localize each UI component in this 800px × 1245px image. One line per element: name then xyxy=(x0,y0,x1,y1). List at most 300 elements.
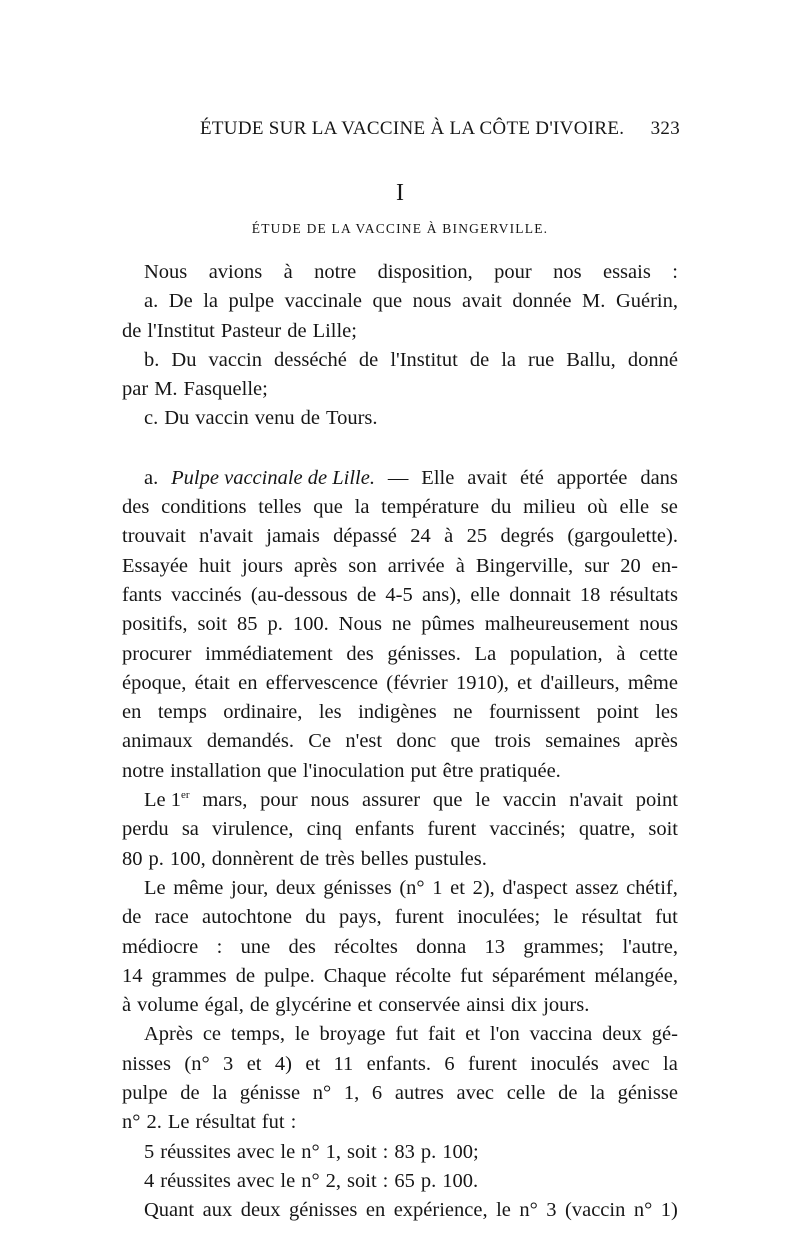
word: temps xyxy=(157,701,207,724)
word: les xyxy=(655,701,678,724)
word: vaccina xyxy=(529,1023,593,1046)
word: p. xyxy=(420,1169,437,1192)
word: indigènes xyxy=(358,701,437,724)
word: vaccinés xyxy=(171,583,242,606)
word: rue xyxy=(528,348,555,371)
word: génisses. xyxy=(387,642,461,665)
word: 100, xyxy=(169,847,206,870)
word: la xyxy=(354,496,370,519)
text-line xyxy=(122,346,678,375)
word: 2), xyxy=(472,876,495,899)
word: la xyxy=(590,1082,605,1105)
word: (février xyxy=(386,671,448,694)
word: de xyxy=(122,319,142,342)
word: grammes; xyxy=(523,935,605,958)
word: 1 xyxy=(432,876,443,899)
word: ainsi xyxy=(466,994,505,1017)
word: furent xyxy=(427,818,477,841)
text-line xyxy=(122,317,678,346)
section-title: ÉTUDE DE LA VACCINE À BINGERVILLE. xyxy=(251,221,549,236)
word: donnait xyxy=(509,583,571,606)
word: récolte xyxy=(395,964,452,987)
word: Tours. xyxy=(326,407,378,430)
ordinal-number: Le 1 xyxy=(144,789,181,812)
word: deux xyxy=(275,876,316,899)
word: époque, xyxy=(122,671,187,694)
word: de xyxy=(235,964,256,987)
word: n° xyxy=(122,1111,141,1134)
word: : xyxy=(382,1140,389,1163)
word: que xyxy=(267,759,297,782)
word: n'avait xyxy=(569,789,623,812)
word: grammes xyxy=(151,964,227,987)
word: jours xyxy=(241,554,283,577)
word: trois xyxy=(494,730,531,753)
word: 13 xyxy=(484,935,506,958)
word: jour, xyxy=(230,876,269,899)
word: où xyxy=(587,496,608,519)
word: expérience, xyxy=(393,1199,488,1222)
word: desséché xyxy=(274,348,347,371)
word: apportée xyxy=(556,466,628,489)
word: — xyxy=(387,466,409,489)
word: 5 xyxy=(144,1140,155,1163)
word: et xyxy=(517,671,532,694)
word: l'inoculation xyxy=(302,759,405,782)
text-line xyxy=(122,640,678,669)
word: conservée xyxy=(378,994,461,1017)
word: pulpe xyxy=(228,290,275,313)
word: p. xyxy=(148,847,164,870)
word: l'Institut xyxy=(147,319,215,342)
word: belles xyxy=(360,847,409,870)
word: que xyxy=(432,789,463,812)
word: notre xyxy=(314,261,357,283)
text-line xyxy=(122,287,678,316)
word: même xyxy=(173,876,224,899)
word: n° xyxy=(633,1199,653,1222)
word: aux xyxy=(202,1199,233,1222)
word: de xyxy=(180,1082,200,1105)
word: : xyxy=(290,1111,297,1134)
text-line xyxy=(122,493,678,522)
word: enfants xyxy=(355,818,415,841)
word: gé- xyxy=(651,1023,678,1046)
word: génisses xyxy=(289,1199,358,1222)
word: Ce xyxy=(308,730,332,753)
word: nisses xyxy=(122,1052,171,1075)
word: réussites xyxy=(160,1169,231,1192)
word: 20 xyxy=(620,554,641,577)
word: dans xyxy=(640,466,678,489)
word: soit xyxy=(347,1140,377,1163)
word: du xyxy=(490,496,512,519)
text-line xyxy=(122,991,678,1020)
text-line xyxy=(122,258,678,287)
word: Pasteur xyxy=(220,319,282,342)
word: de xyxy=(469,348,490,371)
word: ordinaire, xyxy=(223,701,303,724)
text-line xyxy=(122,404,678,433)
word: le xyxy=(280,1169,296,1192)
word: fut xyxy=(261,1111,285,1134)
word: que xyxy=(313,496,343,519)
word: degrés xyxy=(500,525,554,548)
word: même xyxy=(627,671,678,694)
word: Bingerville, xyxy=(475,554,574,577)
word: sur xyxy=(584,554,610,577)
word: médiocre xyxy=(122,935,199,958)
text-line xyxy=(122,1138,678,1167)
word: pour xyxy=(494,261,532,283)
word: 6 xyxy=(371,1082,383,1105)
word: température xyxy=(381,496,480,519)
word: elle xyxy=(470,583,501,606)
word: n'avait xyxy=(199,525,253,548)
word: Du xyxy=(171,348,197,371)
word: (n° xyxy=(184,1052,210,1075)
word: à xyxy=(283,261,293,283)
text-line xyxy=(122,1079,678,1108)
word: avait xyxy=(461,290,502,313)
word: avions xyxy=(208,261,263,283)
word: pulpe. xyxy=(264,964,315,987)
word: l'Institut xyxy=(390,348,458,371)
word: demandés. xyxy=(206,730,294,753)
text-line xyxy=(122,815,678,844)
word: b. xyxy=(144,348,160,371)
text-line xyxy=(122,1167,678,1196)
text-line xyxy=(122,375,678,404)
word: vaccin xyxy=(208,348,262,371)
word: de xyxy=(299,847,320,870)
word: glycérine xyxy=(275,994,352,1017)
text-line xyxy=(122,786,678,815)
word: avec xyxy=(456,1082,495,1105)
word: donnée xyxy=(512,290,572,313)
text-line xyxy=(122,522,678,551)
word: Essayée xyxy=(122,554,189,577)
word: volume xyxy=(137,994,199,1017)
word: donna xyxy=(416,935,467,958)
word: elle xyxy=(619,496,650,519)
word: procurer xyxy=(122,642,192,665)
word: 1, xyxy=(343,1082,360,1105)
word: n° xyxy=(301,1140,320,1163)
word: le xyxy=(294,1023,310,1046)
word: inoculées; xyxy=(457,906,541,929)
word: vaccin xyxy=(502,789,557,812)
word: avait xyxy=(467,466,508,489)
list-marker: a. xyxy=(144,466,159,489)
ordinal-suffix: er xyxy=(181,789,190,802)
word: la xyxy=(203,290,218,313)
word: conditions xyxy=(161,496,247,519)
word: mars, xyxy=(202,789,248,812)
text-line xyxy=(122,610,678,639)
word: d'ailleurs, xyxy=(540,671,620,694)
text-line xyxy=(122,1020,678,1049)
word: que xyxy=(450,730,481,753)
subsection-title: Pulpe vaccinale de Lille. xyxy=(171,466,375,489)
body-text xyxy=(122,258,678,1226)
word: : xyxy=(672,261,678,283)
word: de xyxy=(358,348,379,371)
word: vaccinale xyxy=(284,290,362,313)
word: n'est xyxy=(345,730,383,753)
word: notre xyxy=(122,759,165,782)
word: autres xyxy=(394,1082,444,1105)
word: 100. xyxy=(442,1169,479,1192)
word: animaux xyxy=(122,730,193,753)
word: : xyxy=(382,1169,389,1192)
word: après xyxy=(634,730,678,753)
word: assurer xyxy=(362,789,421,812)
word: immédiatement xyxy=(205,642,333,665)
word: 80 xyxy=(122,847,143,870)
word: récoltes xyxy=(334,935,398,958)
word: c. xyxy=(144,407,159,430)
word: après xyxy=(293,554,338,577)
word: Le xyxy=(167,1111,190,1134)
word: l'autre, xyxy=(622,935,678,958)
word: les xyxy=(318,701,342,724)
word: Nous xyxy=(338,613,382,636)
word: des xyxy=(346,642,374,665)
word: Chaque xyxy=(323,964,387,987)
word: de xyxy=(122,906,142,929)
word: pulpe xyxy=(122,1082,168,1105)
word: n° xyxy=(519,1199,538,1222)
word: nos xyxy=(553,261,582,283)
word: vaccinés; xyxy=(489,818,566,841)
word: venu xyxy=(254,407,295,430)
word: résultat xyxy=(581,906,642,929)
word: Après xyxy=(144,1023,193,1046)
word: fut xyxy=(460,964,483,987)
word: une xyxy=(240,935,271,958)
word: que xyxy=(372,290,403,313)
running-head-title: ÉTUDE SUR LA VACCINE À LA CÔTE D'IVOIRE. xyxy=(200,118,625,139)
word: en xyxy=(238,671,258,694)
word: très xyxy=(325,847,355,870)
word: pustules. xyxy=(414,847,487,870)
word: broyage xyxy=(319,1023,386,1046)
word: 14 xyxy=(122,964,143,987)
word: des xyxy=(122,496,150,519)
word: M. xyxy=(582,290,606,313)
word: perdu xyxy=(122,818,169,841)
word: jours. xyxy=(543,994,590,1017)
word: pays, xyxy=(338,906,382,929)
word: De xyxy=(168,290,193,313)
text-line xyxy=(122,1196,678,1225)
word: 3 xyxy=(546,1199,557,1222)
word: de xyxy=(249,994,270,1017)
word: cinq xyxy=(306,818,342,841)
word: en xyxy=(122,701,142,724)
word: arrivée xyxy=(387,554,445,577)
word: la xyxy=(663,1052,678,1075)
word: enfants. xyxy=(366,1052,431,1075)
word: en- xyxy=(651,554,678,577)
word: nous xyxy=(412,290,452,313)
word: pratiquée. xyxy=(479,759,561,782)
word: (vaccin xyxy=(565,1199,626,1222)
word: furent xyxy=(394,906,444,929)
text-line xyxy=(122,874,678,903)
word: 18 xyxy=(579,583,601,606)
word: de xyxy=(300,407,321,430)
word: n° xyxy=(301,1169,320,1192)
word: et xyxy=(305,1052,321,1075)
word: Lille; xyxy=(312,319,357,342)
word: celle xyxy=(506,1082,546,1105)
text-line xyxy=(122,464,678,493)
word: le xyxy=(496,1199,511,1222)
word: par xyxy=(122,378,149,401)
word: jamais xyxy=(266,525,320,548)
word: milieu xyxy=(523,496,576,519)
word: à xyxy=(616,642,626,665)
word: et xyxy=(465,1023,481,1046)
word: put xyxy=(410,759,437,782)
word: cette xyxy=(639,642,678,665)
word: sa xyxy=(181,818,199,841)
word: résultats xyxy=(609,583,678,606)
word: (n° xyxy=(399,876,425,899)
word: 85 xyxy=(237,613,258,636)
word: semaines xyxy=(545,730,621,753)
text-line xyxy=(122,698,678,727)
word: des xyxy=(288,935,316,958)
word: assez xyxy=(575,876,619,899)
word: ne xyxy=(453,701,473,724)
word: huit xyxy=(199,554,231,577)
word: 1) xyxy=(660,1199,678,1222)
word: le xyxy=(553,906,569,929)
word: l'on xyxy=(489,1023,520,1046)
word: génisses xyxy=(323,876,392,899)
text-line xyxy=(122,933,678,962)
word: soit xyxy=(347,1169,377,1192)
word: génisse xyxy=(239,1082,301,1105)
word: deux xyxy=(240,1199,281,1222)
word: Nous xyxy=(144,261,188,283)
word: dépassé xyxy=(333,525,397,548)
word: 4) xyxy=(274,1052,292,1075)
word: le xyxy=(280,1140,296,1163)
word: Fasquelle; xyxy=(183,378,268,401)
word: donnèrent xyxy=(211,847,294,870)
text-line xyxy=(122,581,678,610)
word: son xyxy=(348,554,377,577)
word: 1910), xyxy=(455,671,509,694)
word: fut xyxy=(655,906,678,929)
word: trouvait xyxy=(122,525,186,548)
word: fants xyxy=(122,583,162,606)
word: égal, xyxy=(204,994,244,1017)
word: : xyxy=(216,935,223,958)
word: donné xyxy=(627,348,678,371)
text-run xyxy=(144,786,190,815)
word: à xyxy=(455,554,465,577)
word: chétif, xyxy=(626,876,678,899)
word: vaccin xyxy=(195,407,249,430)
word: essais xyxy=(602,261,651,283)
word: de xyxy=(558,1082,578,1105)
word: de xyxy=(287,319,307,342)
section-number: I xyxy=(396,180,404,206)
text-line xyxy=(122,669,678,698)
word: pûmes xyxy=(421,613,475,636)
word: réussites xyxy=(160,1140,231,1163)
word: avec xyxy=(236,1169,275,1192)
word: deux xyxy=(602,1023,642,1046)
word: Ballu, xyxy=(566,348,616,371)
word: être xyxy=(442,759,474,782)
word: Quant xyxy=(144,1199,195,1222)
word: n° xyxy=(312,1082,332,1105)
word: furent xyxy=(468,1052,517,1075)
word: et xyxy=(450,876,465,899)
word: séparément xyxy=(491,964,586,987)
word: malheureusement xyxy=(484,613,630,636)
word: était xyxy=(194,671,230,694)
word: M. xyxy=(154,378,178,401)
word: ce xyxy=(202,1023,222,1046)
word: dix xyxy=(510,994,538,1017)
text-line xyxy=(122,757,678,786)
word: positifs, xyxy=(122,613,188,636)
word: race xyxy=(154,906,189,929)
word: Du xyxy=(164,407,190,430)
word: Le xyxy=(144,876,166,899)
word: le xyxy=(475,789,491,812)
word: p. xyxy=(267,613,283,636)
word: 2. xyxy=(146,1111,162,1134)
word: avec xyxy=(612,1052,650,1075)
word: telles xyxy=(258,496,302,519)
word: effervescence xyxy=(265,671,379,694)
word: Elle xyxy=(421,466,455,489)
word: (gargoulette). xyxy=(567,525,678,548)
word: 1, xyxy=(325,1140,342,1163)
word: soit xyxy=(197,613,228,636)
word: à xyxy=(444,525,454,548)
word: la xyxy=(501,348,517,371)
word: 100. xyxy=(292,613,329,636)
text-line xyxy=(122,962,678,991)
word: 4 xyxy=(144,1169,155,1192)
word: 24 xyxy=(410,525,431,548)
word: avec xyxy=(236,1140,275,1163)
word: résultat xyxy=(195,1111,256,1134)
word: 4-5 xyxy=(385,583,413,606)
word: autochtone xyxy=(201,906,292,929)
word: de xyxy=(356,583,377,606)
paragraph-gap xyxy=(122,434,678,464)
word: La xyxy=(474,642,497,665)
word: à xyxy=(122,994,132,1017)
word: du xyxy=(305,906,326,929)
word: inoculés xyxy=(530,1052,599,1075)
word: disposition, xyxy=(377,261,473,283)
word: soit xyxy=(648,818,678,841)
word: la xyxy=(212,1082,228,1105)
text-line xyxy=(122,845,678,874)
word: mélangée, xyxy=(594,964,678,987)
